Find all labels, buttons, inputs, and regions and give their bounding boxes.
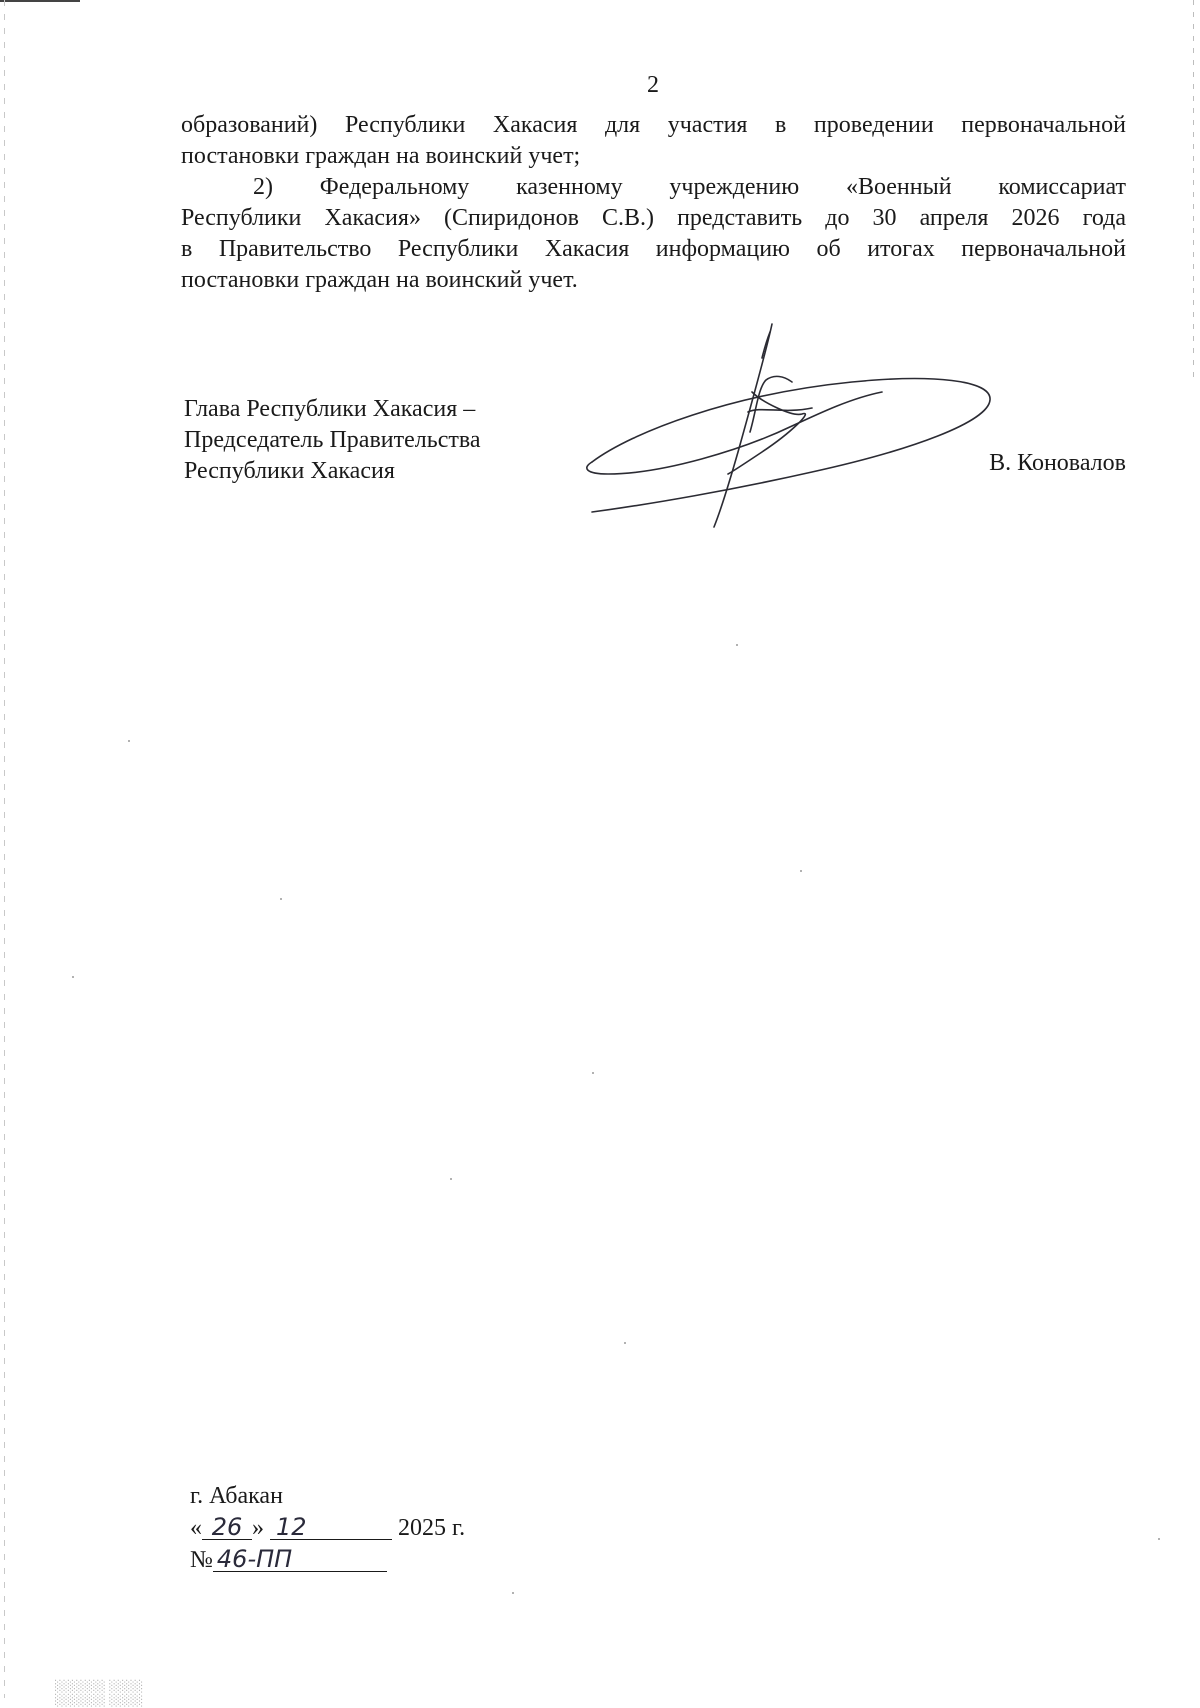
date-month-field: 12 [270,1515,392,1540]
body-line: образований) Республики Хакасия для участия в проведении первоначальной [181,112,1126,138]
quote-close: » [252,1515,264,1541]
body-text [181,110,1126,296]
document-number-field: 46-ПП [213,1547,387,1572]
body-line: постановки граждан на воинский учет; [181,143,581,169]
scan-speck [450,1178,452,1180]
scan-speck [512,1592,514,1594]
date-year: 2025 г. [398,1515,466,1541]
number-row [190,1544,465,1576]
handwritten-signature [552,322,1012,532]
body-line: в Правительство Республики Хакасия информацию об итогах первоначальной [181,236,1126,262]
place-date-block [190,1480,465,1576]
scan-speck [736,644,738,646]
signer-title-line: Глава Республики Хакасия – [184,396,476,422]
body-line: Республики Хакасия» (Спиридонов С.В.) представить до 30 апреля 2026 года [181,205,1126,231]
number-prefix: № [190,1547,213,1573]
date-row [190,1512,465,1544]
quote-open: « [190,1515,202,1541]
signer-name: В. Коновалов [989,450,1126,476]
scan-speck [592,1072,594,1074]
faded-stamp-mark: ░░░░░░ ░░░░ ░░░░░░ ░░░░ [55,1680,144,1707]
scan-speck [624,1342,626,1344]
scan-speck [800,870,802,872]
scan-edge-right [1193,0,1194,380]
body-line: постановки граждан на воинский учет. [181,267,578,293]
date-day-field: 26 [202,1515,252,1540]
page-number: 2 [647,72,659,98]
scan-speck [72,976,74,978]
scan-speck [128,740,130,742]
scan-edge-mark [0,0,80,2]
city-label: г. Абакан [190,1483,283,1509]
body-line: 2) Федеральному казенному учреждению «Военный комиссариат [253,174,1126,200]
scan-speck [280,898,282,900]
signer-title [184,394,481,487]
signer-title-line: Республики Хакасия [184,458,395,484]
signer-title-line: Председатель Правительства [184,427,481,453]
scan-speck [1158,1538,1160,1540]
scan-edge-left [4,0,5,1698]
